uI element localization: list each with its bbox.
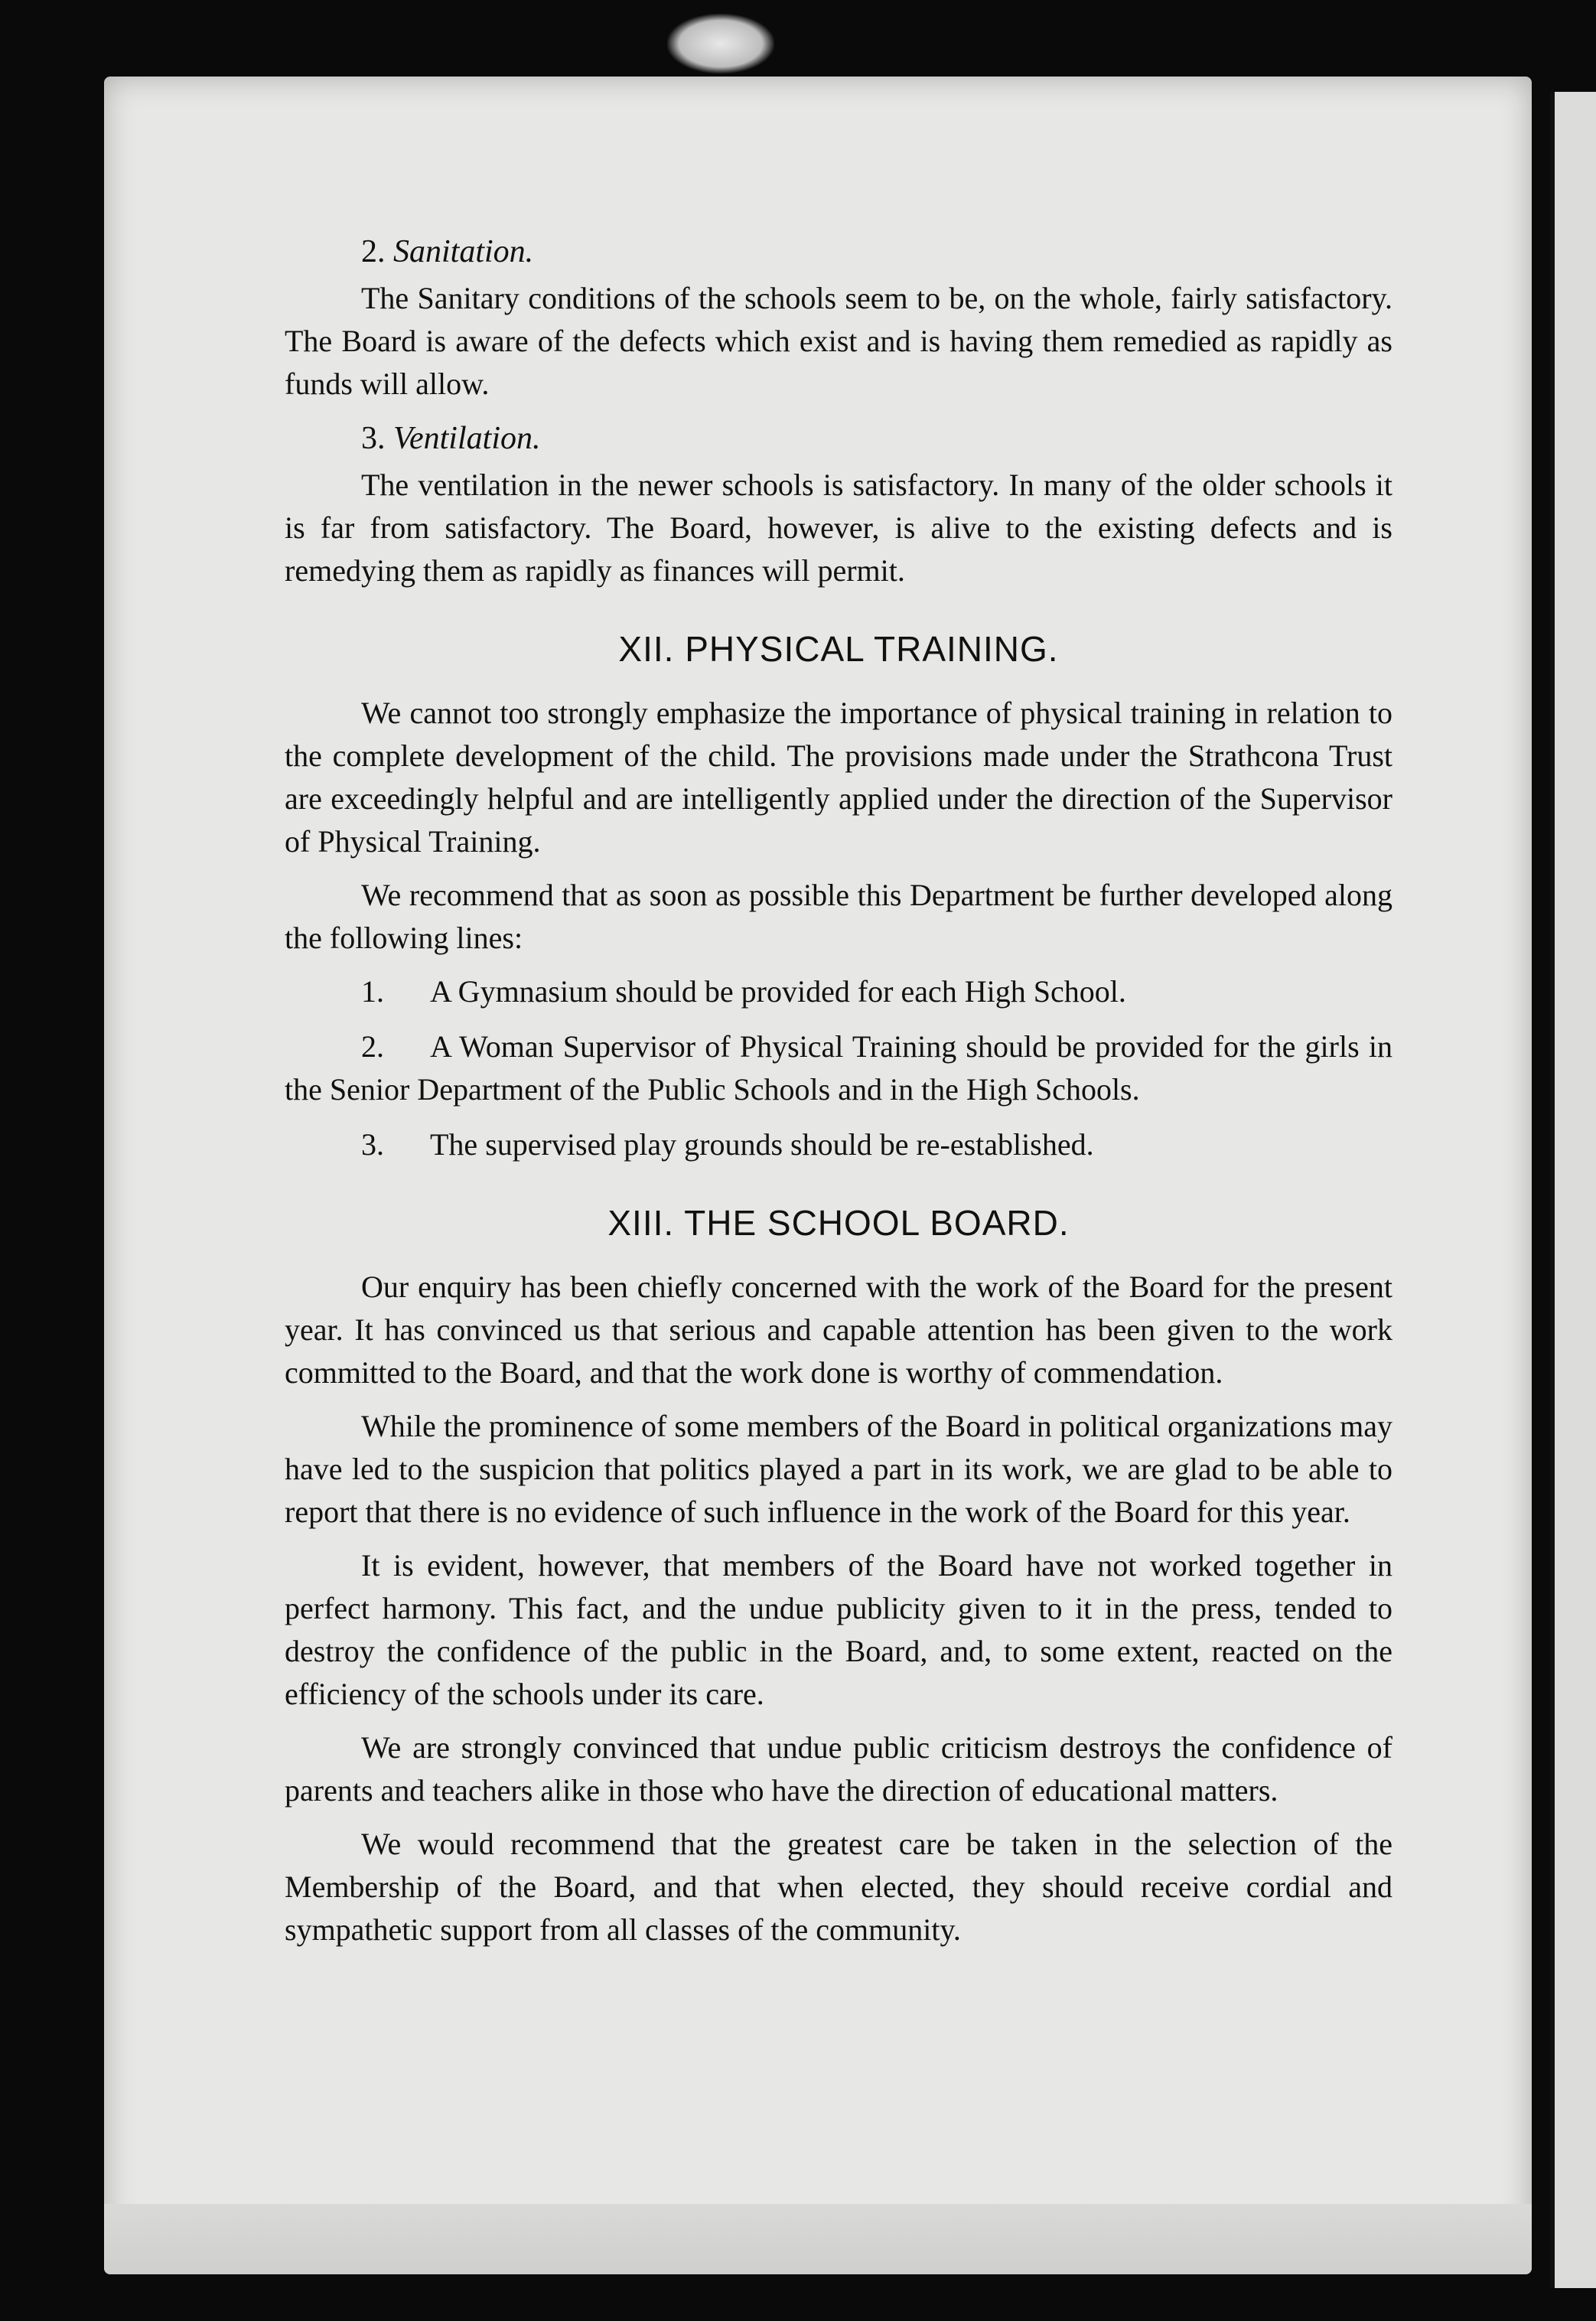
recommendation-number: 1. [361,974,384,1009]
recommendation-text: A Woman Supervisor of Physical Training should be provided for the girls in the Senior Department of the Public Schools and in the High Schools. [285,1029,1392,1107]
recommendation-number: 2. [361,1029,384,1064]
school-board-paragraph: We are strongly convinced that undue public criticism destroys the confidence of parents and teachers alike in those who have the direction of educational matters. [285,1730,1392,1808]
ventilation-paragraph: The ventilation in the newer schools is satisfactory. In many of the older schools it is far from satisfactory. The Board, however, is alive to the existing defects and is remedying them as rapidly as finances will permit. [285,468,1392,588]
page-content [285,230,1392,1962]
adjacent-page-edge [1550,92,1596,2288]
school-board-paragraph: We would recommend that the greatest care be taken in the selection of the Membership of the Board, and that when elected, they should receive cordial and sympathetic support from all classes of the community. [285,1827,1392,1947]
section-title-physical-training: XII. PHYSICAL TRAINING. [618,629,1059,669]
recommendation-item [285,1025,1392,1111]
school-board-paragraph: Our enquiry has been chiefly concerned with the work of the Board for the present year. It has convinced us that serious and capable attention has been given to the work committed to the Board, and that the work done is worthy of commendation. [285,1270,1392,1390]
subsection-number: 2. [361,234,386,269]
sanitation-paragraph: The Sanitary conditions of the schools seem to be, on the whole, fairly satisfactory. The Board is aware of the defects which exist and is having them remedied as rapidly as funds will allow. [285,281,1392,401]
school-board-paragraph: It is evident, however, that members of the Board have not worked together in perfect harmony. This fact, and the undue publicity given to it in the press, tended to destroy the confidence of the public in the Board, and, to some extent, reacted on the efficiency of the schools under its care. [285,1548,1392,1711]
recommendation-item [285,1123,1392,1166]
recommendation-text: The supervised play grounds should be re-established. [430,1127,1094,1162]
recommendation-number: 3. [361,1127,384,1162]
subsection-number: 3. [361,421,386,456]
page-bottom-shadow [104,2204,1532,2274]
subsection-title: Sanitation. [393,234,534,269]
physical-training-paragraph: We recommend that as soon as possible this Department be further developed along the following lines: [285,878,1392,955]
recommendation-text: A Gymnasium should be provided for each High School. [430,974,1126,1009]
subsection-heading-sanitation [361,230,1392,274]
school-board-paragraph: While the prominence of some members of the Board in political organizations may have led to the suspicion that politics played a part in its work, we are glad to be able to report that there is no evidence of such influence in the work of the Board for this year. [285,1409,1392,1529]
physical-training-paragraph: We cannot too strongly emphasize the importance of physical training in relation to the complete development of the child. The provisions made under the Strathcona Trust are exceedingly helpful and are intelligently applied under the direction of the Supervisor of Physical Training. [285,696,1392,859]
subsection-title: Ventilation. [393,421,541,456]
subsection-heading-ventilation [361,416,1392,461]
section-title-school-board: XIII. THE SCHOOL BOARD. [607,1203,1070,1243]
recommendation-item [285,970,1392,1013]
scan-binding-mark [667,14,774,73]
